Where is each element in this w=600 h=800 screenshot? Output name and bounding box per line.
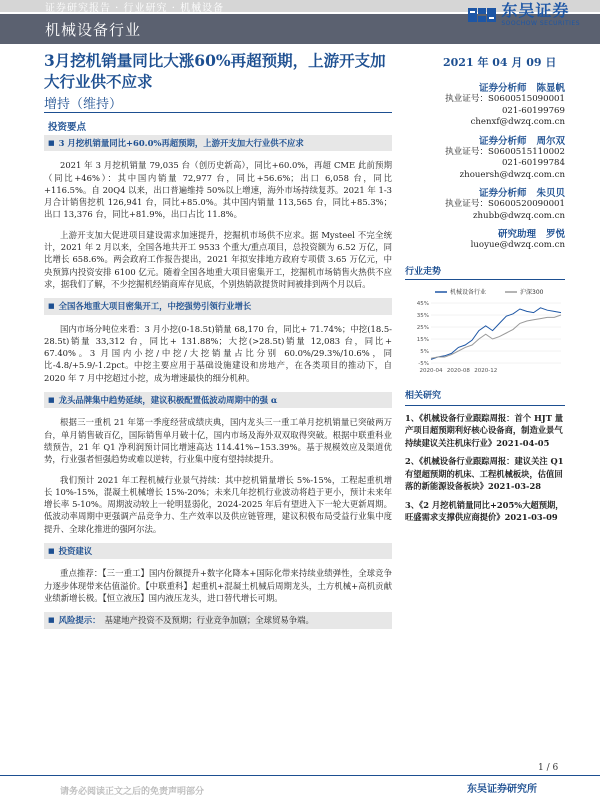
analyst-phone: 021-60199769	[501, 105, 565, 116]
bullet-section-3	[44, 392, 392, 535]
report-date: 2021 年 04 月 09 日	[443, 56, 557, 69]
bullet-section-1	[44, 135, 392, 290]
bullet-heading-text: 全国各地重大项目密集开工，中挖强势引领行业增长	[58, 301, 252, 312]
analyst-email[interactable]: chenxf@dwzq.com.cn	[470, 117, 565, 127]
report-title: 3月挖机销量同比大涨60%再超预期，上游开支加大行业供不应求	[44, 51, 386, 91]
footer-company: 东吴证券研究所	[467, 784, 537, 795]
related-item[interactable]: 2、《机械设备行业跟踪周报：建议关注 Q1 有望超预期的机床、工程机械板块，估值回落的新能源设备板块》2021-03-28	[405, 456, 564, 491]
analyst-card	[405, 80, 565, 129]
analyst-card	[405, 185, 565, 222]
y-tick-label: 35%	[416, 313, 429, 319]
paragraph: 上游开支加大促进项目建设需求加速提升，挖掘机市场供不应求。据 Mysteel 不完全统计，2021 年 2 月以来，全国各地共开工 9533 个重大/重点项目，总投资额为 6.52 万亿，同比增长 658.6%。两会政府工作报告提出，2021 年拟安排地方政府专项债 3.65 万亿元，中央预算内投资安排 6100 亿元。随着全国各地重大项目密集开工，挖掘机市场销售火热供不应求，据我们了解，不少挖掘机经销商库存见底，个别热销款提货时间被排到两个月以后。	[44, 229, 392, 289]
series-line	[431, 308, 561, 360]
paragraph: 2021 年 3 月挖机销量 79,035 台（创历史新高），同比+60.0%，再超 CME 此前预期（同比+46%）：其中国内销量 72,977 台，同比+56.6%；出口 6,058 台，同比+116.5%。自 20Q4 以来，出口普遍维持 50%以上增速，海外市场持续复苏。2021 年 1-3 月合计销售挖机 126,941 台，同比+85.0%。其中国内销量 113,565 台，同比+85.3%；出口 13,376 台，同比+81.9%，出口占比 11.8%。	[44, 160, 392, 220]
bullet-heading	[44, 298, 392, 314]
trend-heading: 行业走势	[405, 264, 565, 280]
bullet-heading	[44, 135, 392, 151]
bullet-heading-text: 龙头品牌集中趋势延续，建议积极配置低波动周期中的强 α	[58, 395, 278, 406]
recommendation-heading-text: 投资建议	[58, 546, 93, 557]
analyst-card	[405, 133, 565, 182]
recommendation-section	[44, 543, 392, 604]
bullet-heading	[44, 392, 392, 408]
x-tick-label: 2020-04	[419, 368, 443, 374]
bullet-icon: ■	[48, 546, 55, 556]
related-research	[405, 390, 565, 524]
analyst-role: 证券分析师	[478, 188, 527, 199]
analyst-email[interactable]: luoyue@dwzq.com.cn	[470, 240, 565, 250]
page-number: 1 / 6	[538, 763, 559, 773]
y-tick-label: 45%	[416, 301, 429, 307]
analyst-role: 证券分析师	[478, 135, 527, 147]
company-logo	[467, 2, 580, 27]
analyst-cert: 执业证号：S0600515110002	[445, 146, 565, 157]
analyst-name: 周尔双	[536, 135, 565, 147]
footer-disclaimer: 请务必阅读正文之后的免责声明部分	[60, 787, 205, 797]
report-type: 证券研究报告 · 行业研究 · 机械设备	[45, 3, 225, 14]
analyst-email[interactable]: zhubb@dwzq.com.cn	[472, 210, 565, 221]
y-tick-label: 15%	[416, 337, 429, 343]
analyst-cert: 执业证号：S0600520090001	[445, 199, 565, 209]
trend-chart-svg	[405, 285, 565, 377]
analyst-email[interactable]: zhouersh@dwzq.com.cn	[459, 169, 565, 180]
analyst-cert: 执业证号：S0600515090001	[445, 94, 565, 104]
paragraph: 根据三一重机 21 年第一季度经营成绩庆典，国内龙头三一重工单月挖机销量已突破两万台，单月销售破百亿，国际销售单月破十亿，国内市场及海外双双取得突破。根据中联重科业绩预告，21 年 Q1 净利润预计同比增速高达 114.41%~153.39%。基于规模效应及渠道优势，行业强者恒强趋势或难以逆转，行业集中度有望持续提升。	[44, 417, 392, 465]
y-tick-label: -5%	[418, 361, 429, 367]
footer-divider	[0, 775, 600, 776]
main-column	[44, 135, 392, 637]
summary-heading: 投资要点	[48, 122, 87, 133]
analyst-card	[405, 226, 565, 252]
legend-label: 机械设备行业	[450, 289, 487, 296]
x-tick-label: 2020-08	[446, 368, 470, 374]
analyst-role: 研究助理	[497, 229, 536, 240]
bullet-icon: ■	[48, 301, 55, 311]
related-item[interactable]: 3、《2 月挖机销量同比+205%大超预期，旺盛需求支撑供应商提价》2021-03-09	[405, 499, 564, 522]
y-tick-label: 25%	[416, 325, 429, 331]
analyst-list	[405, 80, 565, 252]
y-tick-label: 5%	[420, 349, 429, 355]
rating: 增持（维持）	[44, 97, 123, 112]
related-heading: 相关研究	[405, 390, 565, 406]
paragraph: 我们预计 2021 年工程机械行业景气持续：其中挖机销量增长 5%-15%，工程起重机增长 10%-15%，混凝土机械增长 15%-20%；未来几年挖机行业波动将趋于更小，预计未来年增长率 5-10%。周期波动较上一轮明显弱化，2024-2025 年后有望进入下一轮大更新周期。低波动率周期中更强调产品竞争力、生产效率以及供应链管理，建议积极布局受益行业集中度提升、全球化推进的强阿尔法。	[44, 474, 392, 534]
logo-mark-icon	[467, 5, 497, 25]
risk-section	[44, 612, 392, 628]
title-divider	[44, 112, 392, 113]
related-item[interactable]: 1、《机械设备行业跟踪周报：首个 HJT 量产项目超预期利好核心设备商，制造业景气持续建议关注机床行业》2021-04-05	[405, 412, 564, 448]
legend-label: 沪深300	[520, 289, 544, 296]
recommendation-text: 重点推荐：【三一重工】国内份额提升+数字化降本+国际化带来持续业绩弹性，全球竞争力逐步体现带来估值溢价。【中联重科】起重机+混凝土机械后周期龙头，土方机械+高机贡献业绩新增长极。【恒立液压】国内液压龙头，进口替代增长可期。	[44, 568, 392, 603]
analyst-name: 陈显帆	[536, 83, 565, 94]
bullet-icon: ■	[48, 615, 55, 625]
series-line	[431, 315, 561, 358]
analyst-role: 证券分析师	[478, 83, 527, 94]
recommendation-heading	[44, 543, 392, 559]
bullet-icon: ■	[48, 395, 55, 405]
analyst-name: 朱贝贝	[536, 188, 565, 199]
analyst-phone: 021-60199784	[501, 158, 565, 168]
logo-cn: 东吴证券	[501, 1, 570, 20]
logo-en: SOOCHOW SECURITIES	[501, 20, 580, 27]
analyst-name: 罗悦	[545, 229, 565, 240]
bullet-section-2	[44, 298, 392, 384]
industry-name: 机械设备行业	[45, 21, 142, 39]
trend-chart	[405, 285, 565, 377]
x-tick-label: 2020-12	[474, 368, 498, 374]
bullet-icon: ■	[48, 138, 55, 147]
bullet-heading-text: 3 月挖机销量同比+60.0%再超预期，上游开支加大行业供不应求	[58, 138, 304, 148]
risk-text: 基建地产投资不及预期；行业竞争加剧；全球贸易争端。	[104, 615, 314, 626]
risk-heading: 风险提示：	[58, 615, 101, 626]
paragraph: 国内市场分吨位来看：3 月小挖(0-18.5t)销量 68,170 台，同比+ 71.74%；中挖(18.5-28.5t)销量 33,312 台，同比+ 131.88%；大挖(>28.5t)销量 12,083 台，同比+ 67.40%。3 月国内小挖/中挖/大挖销量占比分别 60.0%/29.3%/10.6%，同比-4.8/+5.9/-1.2pct。中挖主要应用于基础设施建设和房地产，在各类项目的推动下，自 2020 年 7 月中挖超过小挖，成为增速最快的细分机种。	[44, 323, 392, 383]
